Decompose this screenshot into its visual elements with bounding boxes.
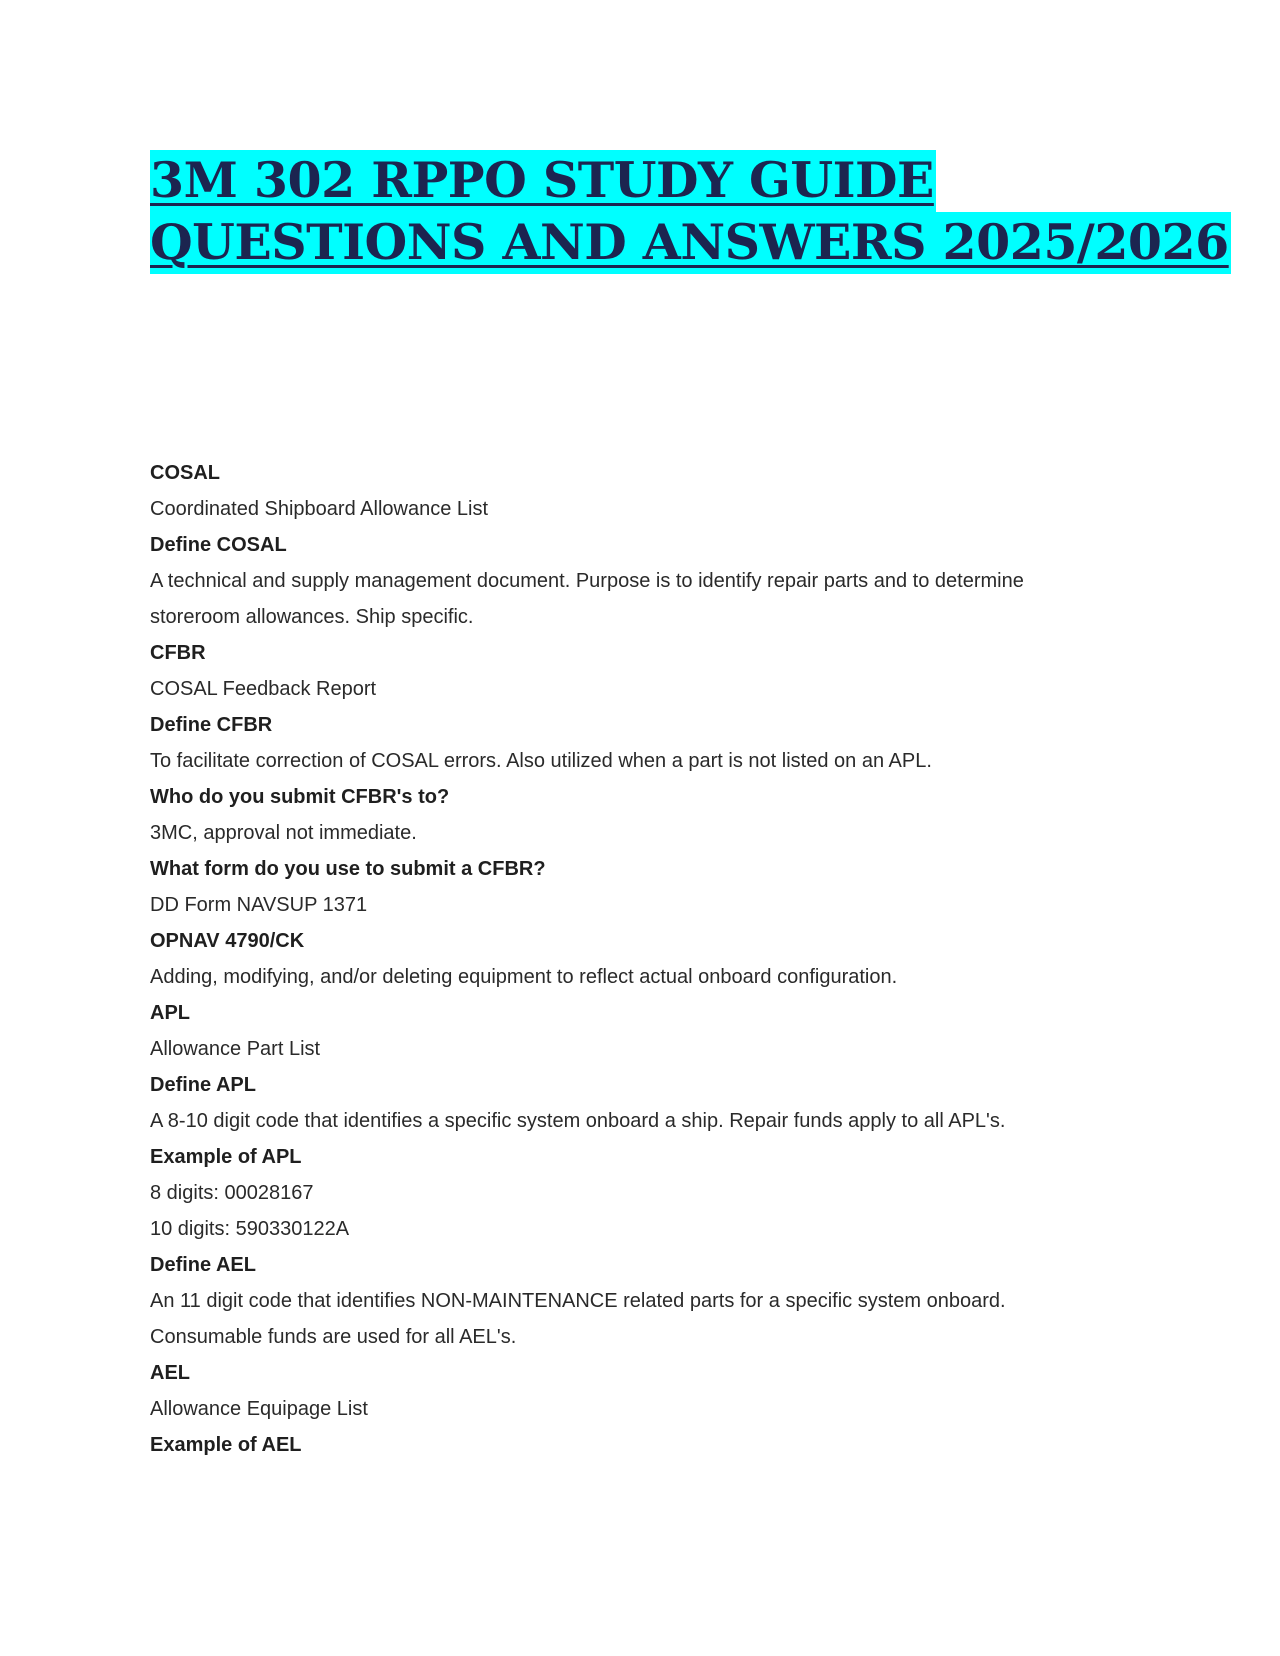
question-term: Define APL [150, 1074, 256, 1096]
question-term: Define AEL [150, 1254, 256, 1276]
answer-text: To facilitate correction of COSAL errors. Also utilized when a part is not listed on an APL. [150, 750, 932, 772]
answer-text: An 11 digit code that identifies NON-MAINTENANCE related parts for a specific system onboard. [150, 1290, 1006, 1312]
qa-list [150, 455, 1150, 1463]
answer-text: A 8-10 digit code that identifies a specific system onboard a ship. Repair funds apply to all APL's. [150, 1110, 1006, 1132]
title-line-1: 3M 302 RPPO STUDY GUIDE [150, 150, 936, 212]
question-term: AEL [150, 1362, 190, 1384]
answer-text: A technical and supply management document. Purpose is to identify repair parts and to determine [150, 570, 1024, 592]
question-term: What form do you use to submit a CFBR? [150, 858, 546, 880]
answer-text: 10 digits: 590330122A [150, 1218, 350, 1240]
question-term: Who do you submit CFBR's to? [150, 786, 450, 808]
question-term: Example of AEL [150, 1434, 302, 1456]
answer-text: Allowance Part List [150, 1038, 321, 1060]
answer-text: COSAL Feedback Report [150, 678, 377, 700]
answer-text: 3MC, approval not immediate. [150, 822, 417, 844]
question-term: CFBR [150, 642, 206, 664]
answer-text: Allowance Equipage List [150, 1398, 368, 1420]
title-line-2: QUESTIONS AND ANSWERS 2025/2026 [150, 212, 1231, 274]
question-term: Define CFBR [150, 714, 273, 736]
answer-text: DD Form NAVSUP 1371 [150, 894, 368, 916]
answer-text: 8 digits: 00028167 [150, 1182, 314, 1204]
question-term: Example of APL [150, 1146, 302, 1168]
question-term: APL [150, 1002, 190, 1024]
answer-text: Consumable funds are used for all AEL's. [150, 1326, 517, 1348]
question-term: OPNAV 4790/CK [150, 930, 305, 952]
answer-text: Adding, modifying, and/or deleting equipment to reflect actual onboard configuration. [150, 966, 898, 988]
answer-text: Coordinated Shipboard Allowance List [150, 498, 488, 520]
question-term: COSAL [150, 462, 220, 484]
document-title [150, 150, 1229, 274]
answer-text: storeroom allowances. Ship specific. [150, 606, 474, 628]
question-term: Define COSAL [150, 534, 287, 556]
